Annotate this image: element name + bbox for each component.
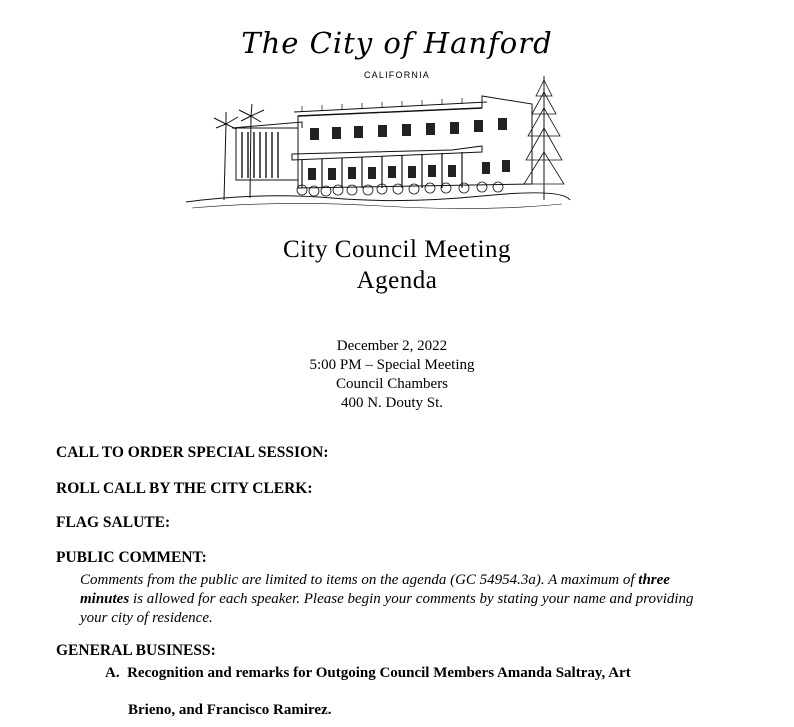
meeting-details [0,337,784,413]
heading-call-to-order: CALL TO ORDER SPECIAL SESSION: [56,444,329,461]
meeting-time: 5:00 PM – Special Meeting [309,357,475,373]
heading-roll-call: ROLL CALL BY THE CITY CLERK: [56,480,313,497]
title-line-1: City Council Meeting [282,236,512,263]
meeting-address: 400 N. Douty St. [340,395,444,411]
meeting-location: Council Chambers [335,376,449,392]
meeting-date: December 2, 2022 [336,338,448,354]
public-comment-emphasis: three minutes [80,572,670,607]
agenda-item-a [105,665,745,682]
public-comment-part1: Comments from the public are limited to items on the agenda (GC 54954.3a). A maximum of [80,572,635,588]
page-title [0,234,794,296]
heading-general-business: GENERAL BUSINESS: [56,642,216,659]
city-logo-script: The City of Hanford [241,26,553,60]
public-comment-part2: is allowed for each speaker. Please begin your comments by stating your name and providing your city of residence. [80,591,694,626]
agenda-item-line-2: Brieno, and Francisco Ramirez. [128,702,332,718]
heading-flag-salute: FLAG SALUTE: [56,514,171,531]
city-logo-state: CALIFORNIA [363,70,430,80]
public-comment-text [80,571,700,628]
city-hall-illustration [182,72,574,220]
agenda-item-line-1: Recognition and remarks for Outgoing Council Members Amanda Saltray, Art [127,665,631,681]
title-line-2: Agenda [356,267,438,294]
agenda-item-letter: A. [105,665,120,681]
heading-public-comment: PUBLIC COMMENT: [56,549,207,566]
